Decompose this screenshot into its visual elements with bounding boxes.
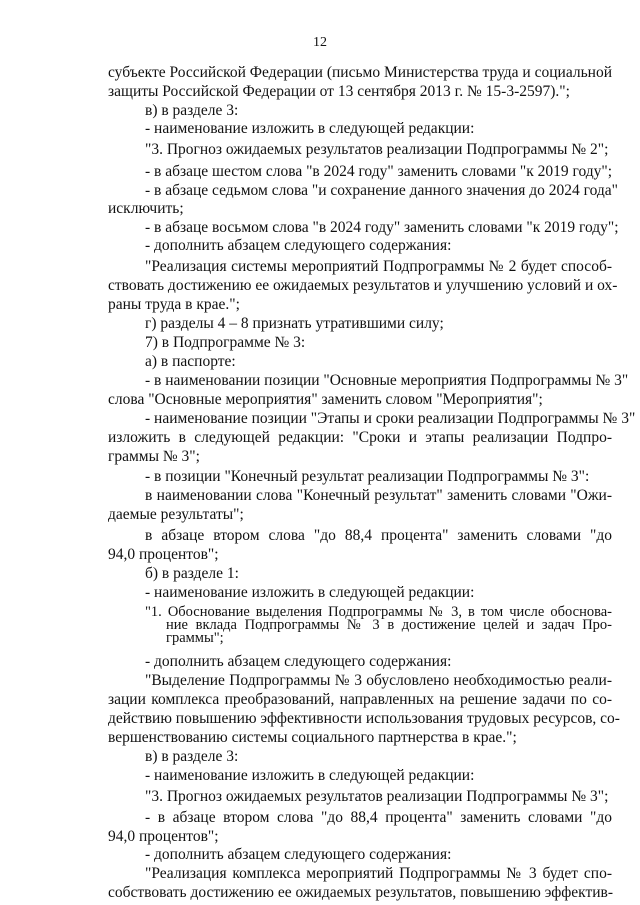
text-line: в) в разделе 3: [145,748,239,766]
text-line: ствовать достижению ее ожидаемых результатов и улучшению условий и ох- [108,276,618,294]
text-line: - наименование изложить в следующей редакции: [145,583,475,601]
text-line: - дополнить абзацем следующего содержания: [145,236,452,254]
text-line: "Реализация системы мероприятий Подпрограммы № 2 будет способ- [145,257,612,275]
text-line: 94,0 процентов"; [108,827,219,845]
text-line: действию повышению эффективности использования трудовых ресурсов, со- [108,710,620,728]
text-line: - в абзаце восьмом слова "в 2024 году" заменить словами "к 2019 году"; [145,218,619,236]
text-line: в наименовании слова "Конечный результат" заменить словами "Ожи- [145,486,612,504]
text-line: - в абзаце седьмом слова "и сохранение данного значения до 2024 года" [145,181,618,199]
text-line: - дополнить абзацем следующего содержания: [145,653,452,671]
text-line: "Реализация комплекса мероприятий Подпрограммы № 3 будет спо- [145,865,612,882]
text-line: исключить; [108,199,184,217]
text-line: 94,0 процентов"; [108,545,219,563]
text-line: собствовать достижению ее ожидаемых результатов, повышению эффектив- [108,884,614,901]
text-line: "Выделение Подпрограммы № 3 обусловлено необходимостью реали- [145,672,612,690]
text-line: б) в разделе 1: [145,564,239,582]
text-line: - в абзаце шестом слова "в 2024 году" заменить словами "к 2019 году"; [145,162,613,180]
text-line: слова "Основные мероприятия" заменить словом "Мероприятия"; [108,390,543,408]
text-line: в абзаце втором слова "до 88,4 процента" заменить словами "до [145,526,612,544]
text-line: - в позиции "Конечный результат реализации Подпрограммы № 3": [145,467,590,485]
text-line: в) в разделе 3: [145,102,239,119]
text-line: - дополнить абзацем следующего содержания: [145,846,452,863]
text-line: граммы № 3"; [108,447,200,465]
text-line: изложить в следующей редакции: "Сроки и этапы реализации Подпро- [108,428,612,446]
text-line: - наименование позиции "Этапы и сроки реализации Подпрограммы № 3" [145,409,636,427]
text-line: раны труда в крае."; [108,295,240,313]
text-line: 7) в Подпрограмме № 3: [145,333,306,351]
text-line: защиты Российской Федерации от 13 сентября 2013 г. № 15-3-2597)."; [108,83,570,100]
text-line: а) в паспорте: [145,352,236,370]
text-line: г) разделы 4 – 8 признать утратившими силу; [145,314,444,332]
text-line: "3. Прогноз ожидаемых результатов реализации Подпрограммы № 2"; [145,141,609,158]
text-line: - наименование изложить в следующей редакции: [145,120,475,138]
text-line: зации комплекса преобразований, направленных на решение задачи по со- [108,691,612,709]
text-line: - в наименовании позиции "Основные мероприятия Подпрограммы № 3" [145,371,629,389]
text-line: субъекте Российской Федерации (письмо Министерства труда и социальной [108,64,612,81]
text-line: - наименование изложить в следующей редакции: [145,767,475,785]
text-line: "1. Обоснование выделения Подпрограммы № 3, в том числе обоснова- [145,603,612,620]
text-line: даемые результаты"; [108,505,244,523]
text-line: вершенствованию системы социального партнерства в крае."; [108,729,517,747]
text-line: граммы"; [166,630,224,647]
text-line: ние вклада Подпрограммы № 3 в достижение целей и задач Про- [166,616,612,633]
text-line: - в абзаце втором слова "до 88,4 процента" заменить словами "до [145,808,612,826]
page-number: 12 [313,35,327,50]
text-line: "3. Прогноз ожидаемых результатов реализации Подпрограммы № 3"; [145,788,609,805]
